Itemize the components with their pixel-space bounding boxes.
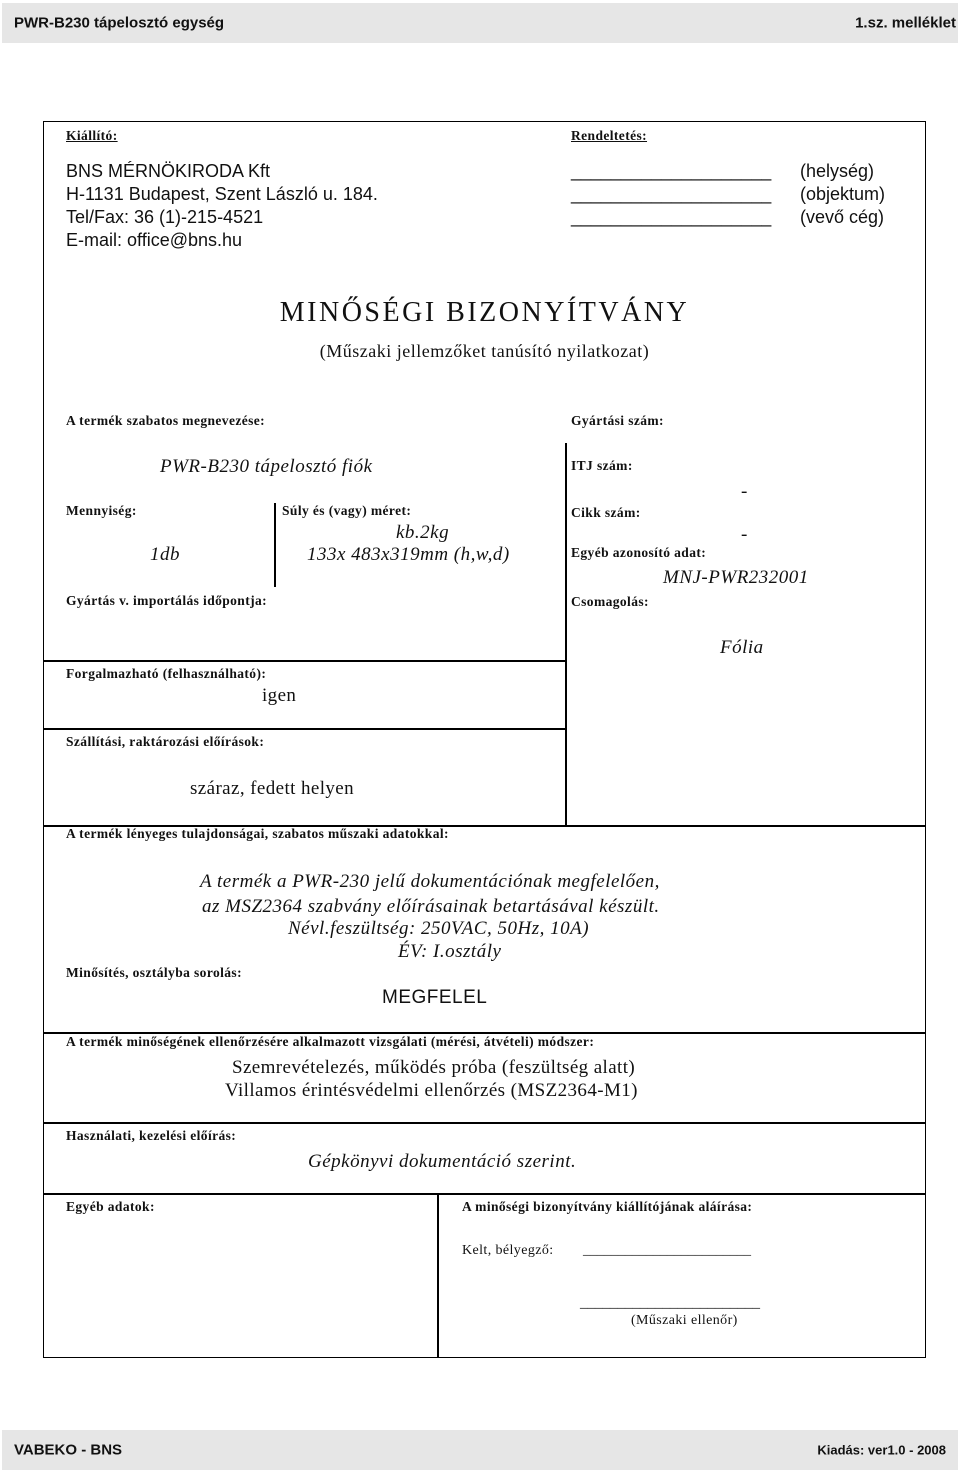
quantity-value: 1db: [150, 544, 180, 565]
other-id-label: Egyéb azonosító adat:: [571, 545, 707, 560]
storage-label: Szállítási, raktározási előírások:: [66, 734, 265, 749]
product-name-label: A termék szabatos megnevezése:: [66, 413, 266, 428]
item-label: Cikk szám:: [571, 505, 641, 520]
signature-line: ________________________: [580, 1295, 760, 1311]
marketable-value: igen: [262, 685, 297, 706]
destination-blank: ____________________: [571, 184, 772, 204]
properties-label: A termék lényeges tulajdonságai, szabatos műszaki adatokkal:: [66, 826, 449, 841]
issuer-line: E-mail: office@bns.hu: [66, 230, 243, 250]
destination-field: (helység): [800, 161, 875, 181]
itj-value: -: [741, 481, 748, 502]
itj-label: ITJ szám:: [571, 458, 633, 473]
divider: [44, 660, 566, 662]
item-value: -: [741, 524, 748, 545]
usage-value: Gépkönyvi dokumentáció szerint.: [308, 1151, 577, 1172]
header-title: PWR-B230 tápelosztó egység: [14, 14, 225, 32]
inspection-label: A termék minőségének ellenőrzésére alkalmazott vizsgálati (mérési, átvételi) módszer:: [66, 1034, 595, 1049]
inspection-line: Villamos érintésvédelmi ellenőrzés (MSZ2364-M1): [225, 1080, 638, 1101]
issuer-line: BNS MÉRNÖKIRODA Kft: [66, 161, 271, 181]
marketable-label: Forgalmazható (felhasználható):: [66, 666, 267, 681]
signature-role: (Műszaki ellenőr): [631, 1313, 738, 1328]
other-id-value: MNJ-PWR232001: [663, 567, 809, 588]
weight-label: Súly és (vagy) méret:: [282, 503, 412, 518]
properties-line: ÉV: I.osztály: [398, 941, 502, 962]
signature-date-blank: ________________________: [583, 1243, 751, 1258]
divider: [44, 1122, 925, 1124]
divider: [565, 443, 567, 826]
destination-field: (objektum): [800, 184, 886, 204]
product-name-value: PWR-B230 tápelosztó fiók: [160, 456, 373, 477]
properties-line: Névl.feszültség: 250VAC, 50Hz, 10A): [288, 918, 590, 939]
divider: [44, 728, 566, 730]
production-date-label: Gyártás v. importálás időpontja:: [66, 593, 268, 608]
issuer-line: Tel/Fax: 36 (1)-215-4521: [66, 207, 264, 227]
divider: [274, 503, 276, 587]
storage-value: száraz, fedett helyen: [190, 778, 354, 799]
properties-line: az MSZ2364 szabvány előírásainak betartásával készült.: [202, 896, 660, 917]
classification-value: MEGFELEL: [382, 987, 488, 1008]
page-header: [2, 3, 958, 43]
header-appendix: 1.sz. melléklet: [855, 14, 956, 32]
packaging-value: Fólia: [720, 637, 764, 658]
destination-label: Rendeltetés:: [571, 128, 648, 143]
serial-label: Gyártási szám:: [571, 413, 664, 428]
certificate-title: MINŐSÉGI BIZONYÍTVÁNY: [279, 297, 690, 328]
issuer-label: Kiállító:: [66, 128, 118, 143]
quantity-label: Mennyiség:: [66, 503, 137, 518]
signature-label: A minőségi bizonyítvány kiállítójának aláírása:: [462, 1199, 753, 1214]
destination-blank: ____________________: [571, 161, 772, 181]
divider: [44, 1193, 925, 1195]
page-footer: [2, 1430, 958, 1470]
usage-label: Használati, kezelési előírás:: [66, 1128, 237, 1143]
properties-line: A termék a PWR-230 jelű dokumentációnak megfelelően,: [200, 871, 660, 892]
certificate-subtitle: (Műszaki jellemzőket tanúsító nyilatkozat): [319, 341, 650, 361]
divider: [437, 1193, 439, 1358]
footer-left: VABEKO - BNS: [14, 1441, 123, 1459]
weight-value: kb.2kg: [396, 522, 450, 543]
inspection-line: Szemrevételezés, működés próba (feszültség alatt): [232, 1057, 636, 1078]
issuer-line: H-1131 Budapest, Szent László u. 184.: [66, 184, 378, 204]
footer-right: Kiadás: ver1.0 - 2008: [817, 1442, 946, 1458]
classification-label: Minősítés, osztályba sorolás:: [66, 965, 242, 980]
size-value: 133x 483x319mm (h,w,d): [307, 544, 510, 565]
packaging-label: Csomagolás:: [571, 594, 649, 609]
signature-date-label: Kelt, bélyegző:: [462, 1243, 554, 1258]
destination-field: (vevő cég): [800, 207, 885, 227]
other-data-label: Egyéb adatok:: [66, 1199, 155, 1214]
destination-blank: ____________________: [571, 207, 772, 227]
